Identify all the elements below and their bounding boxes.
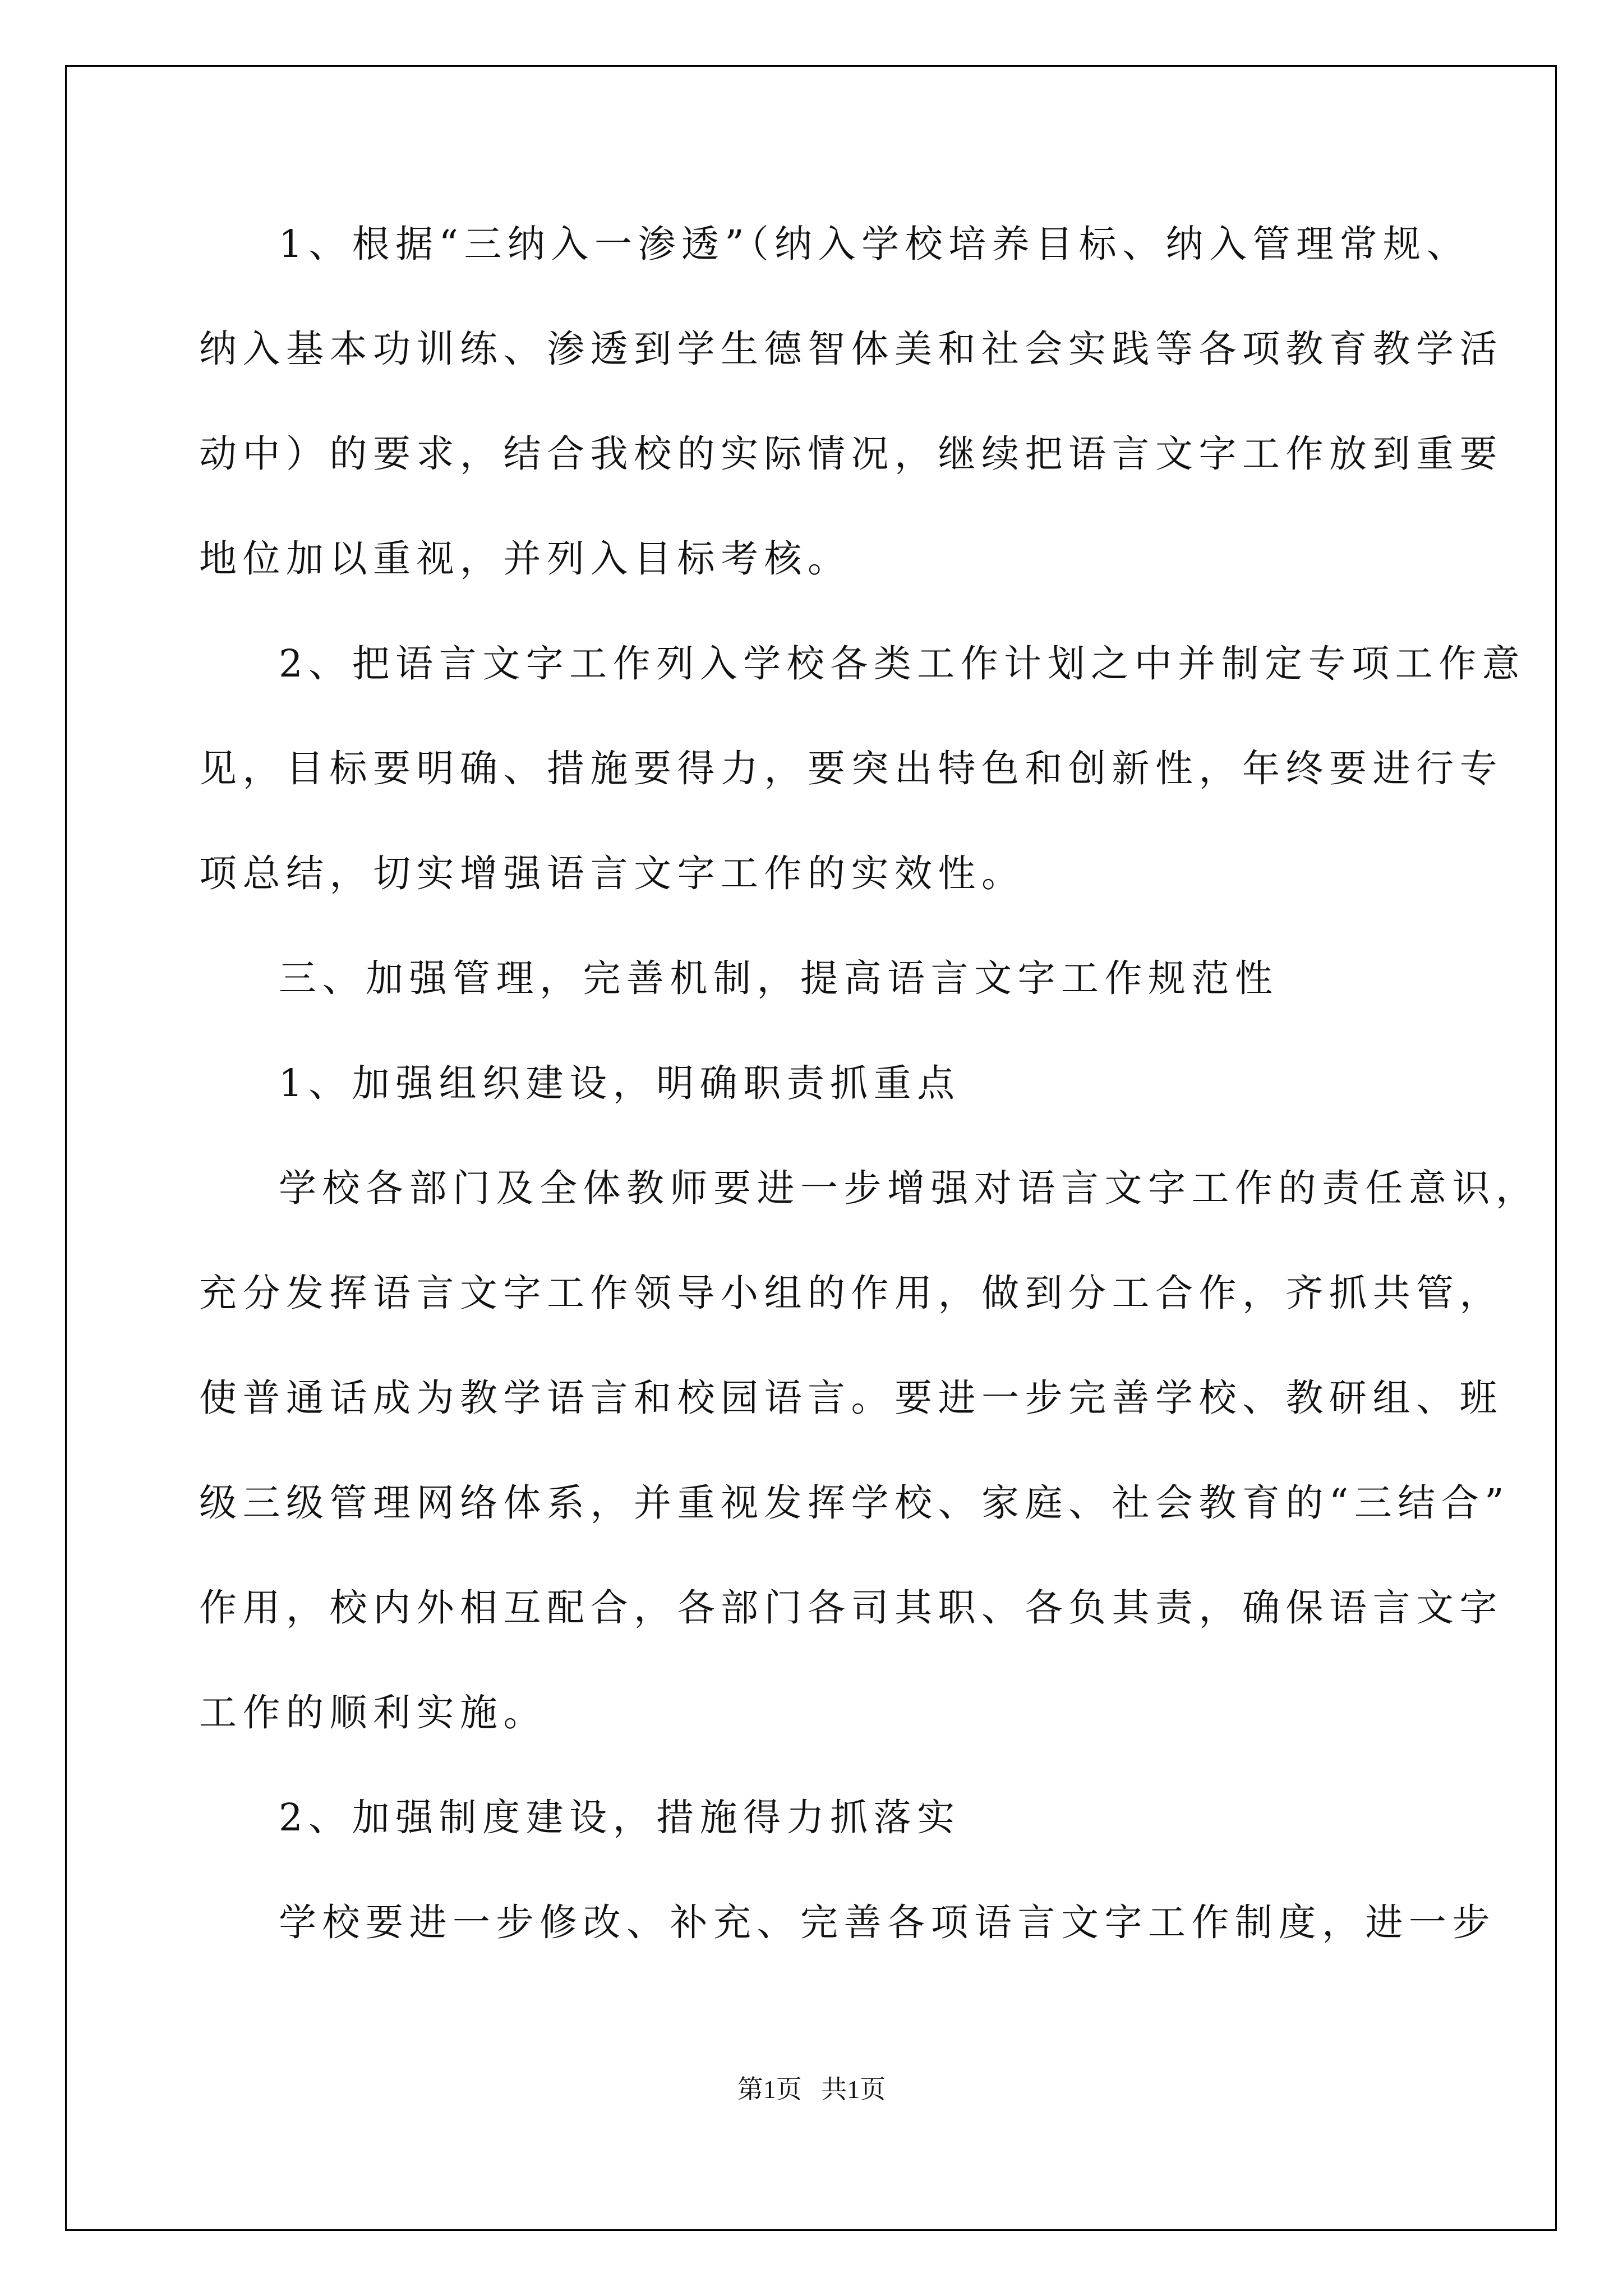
text-line: 级三级管理网络体系，并重视发挥学校、家庭、社会教育的“三结合”	[199, 1481, 1510, 1525]
text-line: 作用，校内外相互配合，各部门各司其职、各负其责，确保语言文字	[199, 1586, 1503, 1630]
text-line: 充分发挥语言文字工作领导小组的作用，做到分工合作，齐抓共管，	[199, 1271, 1503, 1315]
text-line: 见，目标要明确、措施要得力，要突出特色和创新性，年终要进行专	[199, 747, 1503, 790]
text-line: 学校要进一步修改、补充、完善各项语言文字工作制度，进一步	[279, 1901, 1496, 1944]
text-line: 1、根据“三纳入一渗透”（纳入学校培养目标、纳入管理常规、	[279, 222, 1470, 266]
text-line: 项总结，切实增强语言文字工作的实效性。	[199, 852, 1025, 895]
page-number: 第1页 共1页	[737, 2075, 886, 2104]
text-line: 地位加以重视，并列入目标考核。	[199, 537, 851, 581]
subsection-heading: 2、加强制度建设，措施得力抓落实	[279, 1796, 961, 1839]
text-line: 学校各部门及全体教师要进一步增强对语言文字工作的责任意识，	[279, 1166, 1539, 1210]
section-heading: 三、加强管理，完善机制，提高语言文字工作规范性	[279, 956, 1279, 1000]
text-line: 工作的顺利实施。	[199, 1691, 547, 1734]
subsection-heading: 1、加强组织建设，明确职责抓重点	[279, 1061, 961, 1105]
text-line: 纳入基本功训练、渗透到学生德智体美和社会实践等各项教育教学活	[199, 327, 1503, 371]
text-line: 动中）的要求，结合我校的实际情况，继续把语言文字工作放到重要	[199, 432, 1503, 476]
text-line: 使普通话成为教学语言和校园语言。要进一步完善学校、教研组、班	[199, 1376, 1503, 1420]
text-line: 2、把语言文字工作列入学校各类工作计划之中并制定专项工作意	[279, 642, 1526, 685]
